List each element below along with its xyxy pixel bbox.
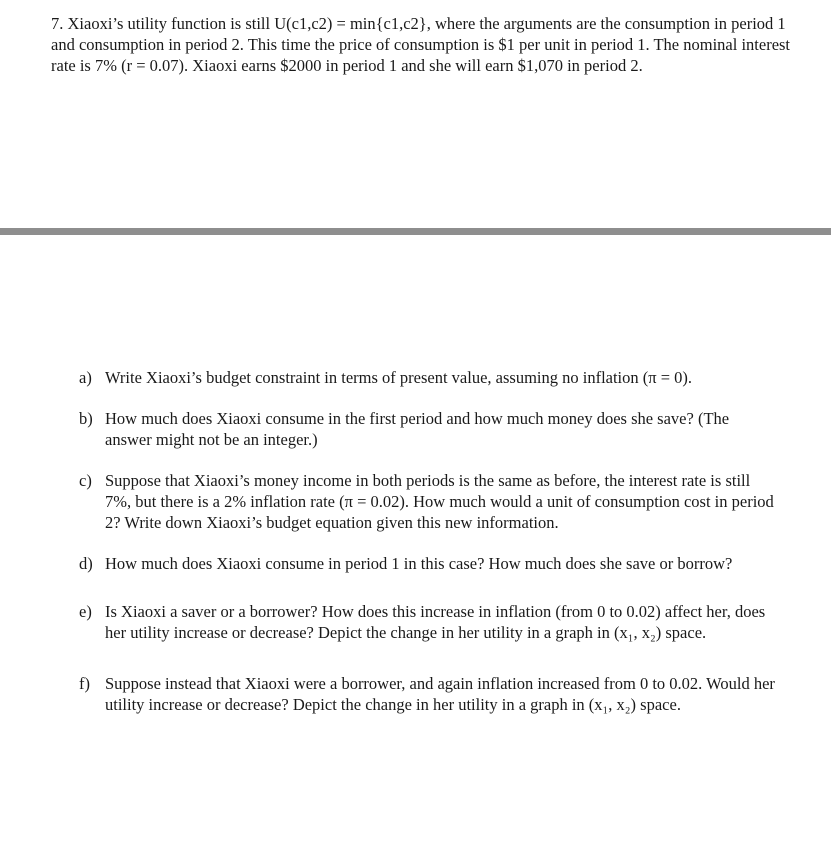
question-text: How much does Xiaoxi consume in the first period and how much money does she save? (The answer might not be an integer.)	[105, 409, 730, 449]
question-text: Is Xiaoxi a saver or a borrower? How does this increase in inflation (from 0 to 0.02) affect her, does her utility increase or decrease? Depict the change in her utility in a graph in (x₁, x₂) space.	[105, 602, 766, 642]
question-letter: a)	[79, 368, 92, 387]
section-divider	[0, 228, 831, 235]
question-text: How much does Xiaoxi consume in period 1 in this case? How much does she save or borrow?	[105, 554, 733, 573]
question-text: Suppose instead that Xiaoxi were a borrower, and again inflation increased from 0 to 0.02. Would her utility increase or decrease? Depict the change in her utility in a graph in (x₁, x₂) space.	[105, 674, 775, 714]
question-letter: e)	[79, 602, 92, 621]
problem-intro: 7. Xiaoxi’s utility function is still U(c1,c2) = min{c1,c2}, where the arguments are the consumption in period 1 and consumption in period 2. This time the price of consumption is $1 per unit in period 1. The nominal interest rate is 7% (r = 0.07). Xiaoxi earns $2000 in period 1 and she will earn $1,070 in period 2.	[51, 14, 791, 75]
question-list	[79, 367, 779, 715]
question-letter: d)	[79, 554, 93, 573]
question-e	[79, 601, 779, 643]
question-b	[79, 408, 779, 450]
question-letter: c)	[79, 471, 92, 490]
question-d	[79, 553, 779, 574]
question-text: Suppose that Xiaoxi’s money income in both periods is the same as before, the interest rate is still 7%, but there is a 2% inflation rate (π = 0.02). How much would a unit of consumption cost in period 2? Write down Xiaoxi’s budget equation given this new information.	[105, 471, 774, 532]
question-f	[79, 673, 779, 715]
question-a	[79, 367, 779, 388]
question-c	[79, 470, 779, 533]
question-text: Write Xiaoxi’s budget constraint in terms of present value, assuming no inflation (π = 0).	[105, 368, 693, 387]
question-letter: f)	[79, 674, 90, 693]
question-letter: b)	[79, 409, 93, 428]
